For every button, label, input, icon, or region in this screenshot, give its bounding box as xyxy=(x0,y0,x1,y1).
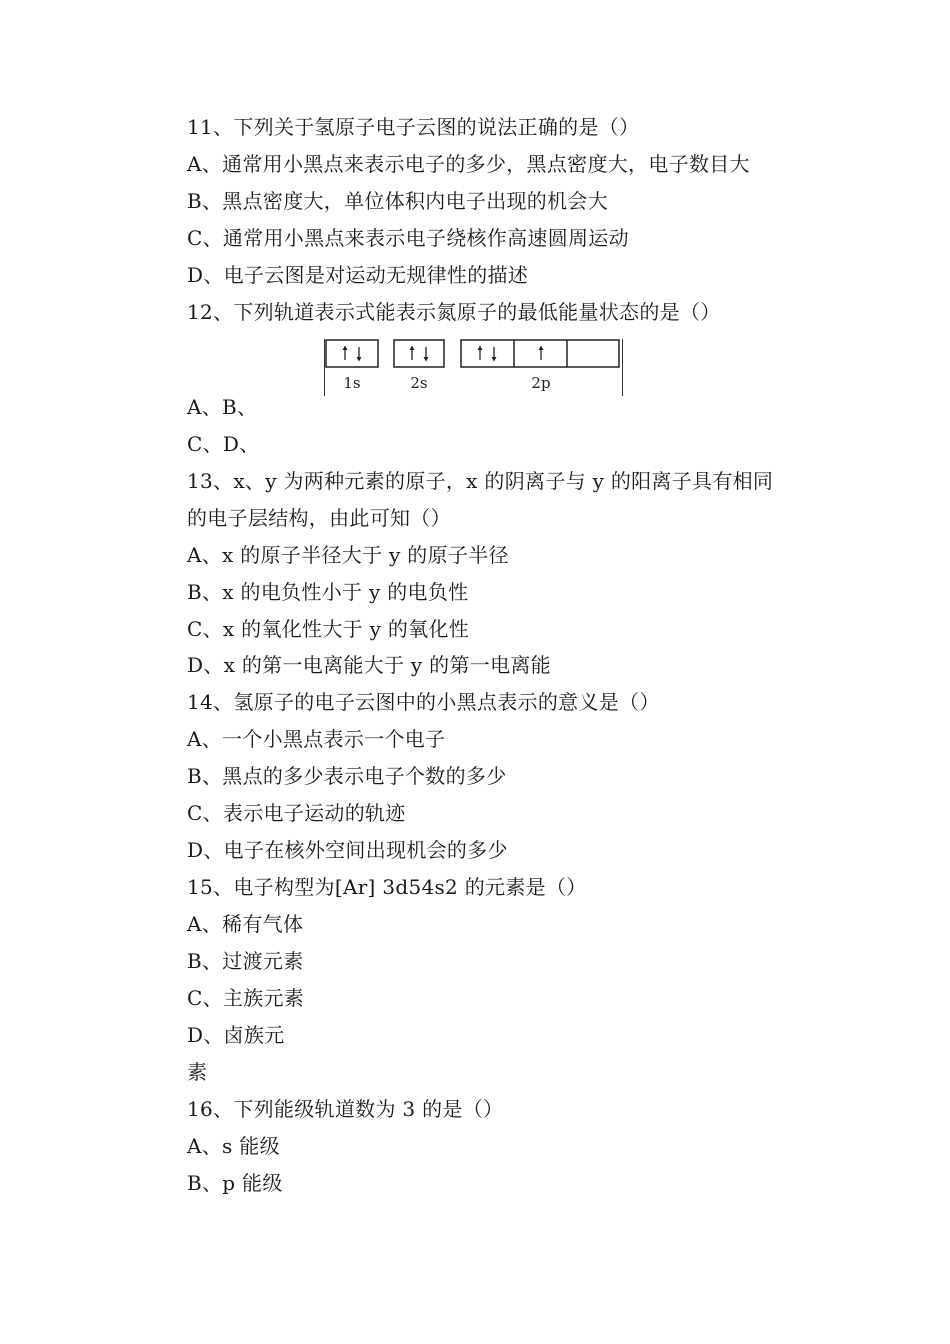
electron-up-arrow xyxy=(410,346,415,361)
electron-up-arrow xyxy=(478,346,483,361)
electron-down-arrow xyxy=(492,347,497,362)
orbital-label-2s: 2s xyxy=(410,374,428,392)
question-14-stem: 14、氢原子的电子云图中的小黑点表示的意义是（） xyxy=(187,690,660,714)
question-11-option-c: C、通常用小黑点来表示电子绕核作高速圆周运动 xyxy=(187,226,629,250)
electron-up-arrow xyxy=(343,346,348,361)
question-15-option-d: D、卤族元 xyxy=(187,1023,285,1047)
electron-down-arrow xyxy=(357,347,362,362)
question-15-option-b: B、过渡元素 xyxy=(187,949,304,973)
question-15-option-a: A、稀有气体 xyxy=(187,912,304,936)
question-13-option-b: B、x 的电负性小于 y 的电负性 xyxy=(187,580,469,604)
question-16-stem: 16、下列能级轨道数为 3 的是（） xyxy=(187,1097,504,1121)
question-13-stem-line1: 13、x、y 为两种元素的原子，x 的阴离子与 y 的阳离子具有相同 xyxy=(187,469,774,493)
electron-up-arrow xyxy=(539,346,544,361)
question-11-option-d: D、电子云图是对运动无规律性的描述 xyxy=(187,263,529,287)
question-11-option-a: A、通常用小黑点来表示电子的多少，黑点密度大，电子数目大 xyxy=(187,152,750,176)
question-15-stem: 15、电子构型为[Ar] 3d54s2 的元素是（） xyxy=(187,875,587,899)
orbital-label-2p: 2p xyxy=(531,374,551,392)
question-13-option-d: D、x 的第一电离能大于 y 的第一电离能 xyxy=(187,653,551,677)
electron-down-arrow xyxy=(424,347,429,362)
question-15-option-c: C、主族元素 xyxy=(187,986,305,1010)
question-11-stem: 11、下列关于氢原子电子云图的说法正确的是（） xyxy=(187,115,640,139)
question-16-option-a: A、s 能级 xyxy=(187,1134,280,1158)
question-12-options-cd: C、D、 xyxy=(187,432,260,456)
orbital-box-2p xyxy=(461,340,619,367)
question-11-option-b: B、黑点密度大，单位体积内电子出现的机会大 xyxy=(187,189,608,213)
question-16-option-b: B、p 能级 xyxy=(187,1171,283,1195)
orbital-box-1s xyxy=(326,340,378,367)
question-12-options-ab: A、B、 xyxy=(187,395,258,419)
orbital-diagram-figure xyxy=(322,336,624,398)
question-14-option-a: A、一个小黑点表示一个电子 xyxy=(187,727,446,751)
question-14-option-d: D、电子在核外空间出现机会的多少 xyxy=(187,838,508,862)
question-14-option-c: C、表示电子运动的轨迹 xyxy=(187,801,406,825)
question-13-stem-line2: 的电子层结构，由此可知（） xyxy=(187,506,451,530)
orbital-label-1s: 1s xyxy=(343,374,361,392)
question-13-option-c: C、x 的氧化性大于 y 的氧化性 xyxy=(187,617,470,641)
question-12-stem: 12、下列轨道表示式能表示氮原子的最低能量状态的是（） xyxy=(187,300,721,324)
question-15-option-d-continued: 素 xyxy=(187,1060,208,1084)
orbital-diagram xyxy=(322,336,624,398)
question-13-option-a: A、x 的原子半径大于 y 的原子半径 xyxy=(187,543,509,567)
question-14-option-b: B、黑点的多少表示电子个数的多少 xyxy=(187,764,507,788)
orbital-box-2s xyxy=(394,340,444,367)
